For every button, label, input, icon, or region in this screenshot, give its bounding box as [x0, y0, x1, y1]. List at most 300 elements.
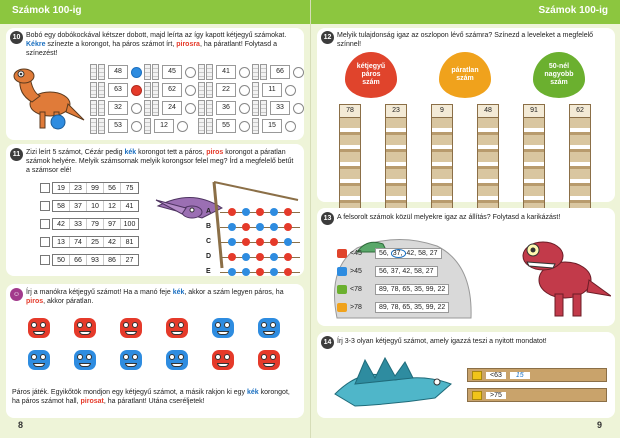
number-row [40, 218, 139, 230]
monster-eye [77, 322, 83, 328]
leaf-label-line: páratlan [451, 67, 479, 74]
number-row [40, 236, 139, 248]
condition-label: >78 [350, 304, 362, 311]
answer-letter-box[interactable] [40, 237, 50, 247]
cube-columns [198, 100, 213, 116]
monster-eye [86, 322, 92, 328]
color-disc[interactable] [239, 121, 250, 132]
abacus-bead [228, 208, 236, 216]
monster-eye [261, 354, 267, 360]
smiley-text-1: Írj a manókra kétjegyű számot! Ha a manó feje [26, 289, 171, 296]
list-number[interactable]: 65, [402, 304, 415, 311]
monster-red[interactable] [258, 350, 280, 370]
smiley-blue-word: kék [172, 289, 185, 296]
row-number: 37 [70, 201, 87, 211]
exercise-14-box [317, 332, 615, 418]
open-sentence-1-example[interactable]: 15 [510, 372, 530, 379]
monster-mouth-field [125, 331, 137, 335]
ex11-text-3: korongot a páratlan számok helyére. Melyik számsornak melyik korongsor felel meg? Írd a megfelelő betűt a számsor elé! [26, 149, 294, 174]
right-page [310, 0, 620, 438]
condition-color-square [337, 303, 347, 312]
ten-cube-column [98, 64, 105, 80]
abacus-bead [256, 238, 264, 246]
cube-columns [144, 100, 159, 116]
monster-eye [270, 322, 276, 328]
monster-eye [224, 354, 230, 360]
tile-value: 15 [262, 119, 282, 133]
monster-eye [40, 354, 46, 360]
tile-value: 41 [216, 65, 236, 79]
abacus-bead [242, 223, 250, 231]
row-number: 27 [125, 257, 134, 264]
monster-mouth-field [263, 363, 275, 367]
number-pole [477, 104, 499, 213]
list-number[interactable]: 42, [406, 250, 419, 257]
ten-cube-column [206, 100, 213, 116]
row-number: 100 [123, 221, 136, 228]
open-sentence-row-1 [467, 368, 607, 382]
monster-mouth-field [33, 331, 45, 335]
ten-cube-column [152, 100, 159, 116]
dinosaur-illustration [10, 64, 86, 132]
color-disc[interactable] [239, 85, 250, 96]
leaf-label [451, 67, 478, 83]
exercise-12-box [317, 28, 615, 202]
trex-illustration [511, 236, 611, 318]
monster-blue[interactable] [258, 318, 280, 338]
number-row-values [52, 236, 139, 248]
number-row-values [52, 182, 139, 194]
monster-eye [215, 354, 221, 360]
abacus-bead [284, 238, 292, 246]
abacus-bead [284, 253, 292, 261]
smiley-icon: ☺ [10, 288, 23, 301]
spinosaurus-illustration [325, 354, 455, 414]
row-number: 42 [53, 219, 70, 229]
number-row-values [52, 218, 139, 230]
page-title-right: Számok 100-ig [538, 5, 608, 16]
abacus-bead [284, 223, 292, 231]
monster-eye [123, 322, 129, 328]
pterodactyl-abacus-illustration [152, 178, 302, 274]
abacus-letter: D [206, 253, 212, 260]
number-pole [569, 104, 591, 213]
list-number[interactable]: 65, [402, 286, 415, 293]
abacus-bead [242, 253, 250, 261]
number-tile [252, 118, 296, 134]
ten-cube-column [152, 64, 159, 80]
abacus-letter: C [206, 238, 212, 245]
monster-blue[interactable] [120, 350, 142, 370]
ten-cube-column [98, 118, 105, 134]
exercise-number-14: 14 [321, 336, 334, 349]
list-number[interactable]: 27 [425, 268, 434, 275]
leaf-label-line: szám [550, 79, 568, 86]
ten-cube-column [252, 118, 259, 134]
row-number: 25 [87, 237, 104, 247]
pair-text-2: korongot, ha páros számot hall, [12, 389, 290, 405]
abacus-bead [228, 268, 236, 276]
monster-eye [86, 354, 92, 360]
monster-eye [31, 322, 37, 328]
header-bar-left [0, 0, 310, 24]
pole-number: 62 [569, 104, 591, 118]
property-leaf [439, 52, 491, 98]
abacus-bead [270, 253, 278, 261]
leaf-label [357, 63, 385, 87]
monster-mouth-field [79, 331, 91, 335]
row-number: 93 [87, 255, 104, 265]
row-number: 58 [53, 201, 70, 211]
monster-mouth-field [217, 331, 229, 335]
number-tile [144, 100, 196, 116]
monster-eye [215, 322, 221, 328]
color-disc[interactable] [131, 121, 142, 132]
number-row [40, 254, 139, 266]
abacus-bead [242, 208, 250, 216]
number-tile [252, 100, 304, 116]
pole-number: 48 [477, 104, 499, 118]
cube-columns [90, 82, 105, 98]
monster-red[interactable] [74, 318, 96, 338]
ex11-red-word: piros [206, 149, 224, 156]
smiley-text-3: , akkor páratlan. [43, 298, 94, 305]
number-tile [198, 118, 250, 134]
number-tile [90, 100, 142, 116]
exercise-10-box [6, 28, 304, 140]
row-number: 99 [87, 183, 104, 193]
row-number: 56 [104, 183, 121, 193]
list-number[interactable]: 58, [414, 268, 426, 275]
number-row [40, 182, 139, 194]
number-row [40, 200, 139, 212]
pair-text-1: Páros játék. Egyikőtök mondjon egy kétjegyű számot, a másik rakjon ki egy [12, 389, 246, 396]
abacus-bead [242, 238, 250, 246]
condition-number-list[interactable] [375, 266, 438, 277]
monster-mouth-field [171, 363, 183, 367]
ten-cube-column [260, 64, 267, 80]
row-number: 13 [53, 237, 70, 247]
color-disc[interactable] [131, 67, 142, 78]
color-disc[interactable] [285, 85, 296, 96]
monster-eye [169, 354, 175, 360]
pole-leaves-to-color[interactable] [431, 118, 453, 213]
exercise-10-instruction [26, 31, 298, 58]
exercise-number-10: 10 [10, 31, 23, 44]
property-leaf [345, 52, 397, 98]
yellow-square-icon [472, 391, 482, 400]
color-disc[interactable] [293, 67, 304, 78]
row-number: 75 [125, 185, 134, 192]
tile-value: 22 [216, 83, 236, 97]
ten-cube-column [144, 64, 151, 80]
page-title-left: Számok 100-ig [12, 5, 82, 16]
tile-value: 66 [270, 65, 290, 79]
tile-value: 45 [162, 65, 182, 79]
abacus-bead [228, 238, 236, 246]
monster-eye [31, 354, 37, 360]
row-number: 86 [104, 255, 121, 265]
number-tile [90, 82, 142, 98]
list-number[interactable]: 78, [390, 304, 403, 311]
abacus-bead [270, 238, 278, 246]
abacus-bead [256, 268, 264, 276]
abacus-bead [256, 223, 264, 231]
tile-value: 24 [162, 101, 182, 115]
exercise-13-box [317, 208, 615, 326]
tile-value: 62 [162, 83, 182, 97]
monster-mouth-field [263, 331, 275, 335]
ex10-blue-word: Kékre [26, 41, 46, 48]
pair-blue-word: kék [247, 389, 259, 396]
pair-text-3: , ha páratlant! Utána cseréljetek! [103, 398, 205, 405]
condition-row [337, 248, 442, 259]
abacus-letter: A [206, 208, 212, 215]
ex10-text-3: , ha páratlant! Folytasd a színezést! [26, 41, 277, 57]
ten-cube-column [90, 64, 97, 80]
row-number: 10 [87, 201, 104, 211]
pair-red-word: pirosat [80, 398, 104, 405]
leaf-label-line: 50-nél [548, 63, 570, 70]
number-row-values [52, 254, 139, 266]
row-number: 42 [104, 237, 121, 247]
open-sentence-2-label: >75 [486, 392, 506, 399]
tile-value: 36 [216, 101, 236, 115]
ten-cube-column [252, 82, 259, 98]
condition-label: <45 [350, 250, 362, 257]
list-number[interactable]: 35, [414, 304, 426, 311]
number-tile [144, 64, 196, 80]
monster-blue[interactable] [74, 350, 96, 370]
pole-leaves-to-color[interactable] [477, 118, 499, 213]
cube-columns [144, 118, 151, 134]
monster-red[interactable] [28, 318, 50, 338]
monster-mouth-field [125, 363, 137, 367]
monster-eye [261, 322, 267, 328]
number-tile [144, 82, 196, 98]
pole-number: 23 [385, 104, 407, 118]
condition-row [337, 284, 449, 295]
ten-cube-column [144, 118, 151, 134]
list-number[interactable]: 27 [429, 250, 438, 257]
list-number[interactable]: 56, [379, 250, 391, 257]
list-number[interactable]: 99, [425, 286, 438, 293]
monster-red[interactable] [166, 318, 188, 338]
row-number: 33 [70, 219, 87, 229]
ten-cube-column [252, 100, 259, 116]
number-tile [198, 82, 250, 98]
leaf-label-line: páros [361, 71, 381, 78]
leaf-label [544, 63, 573, 87]
number-pole [339, 104, 361, 213]
color-disc[interactable] [185, 103, 196, 114]
color-disc[interactable] [131, 85, 142, 96]
abacus-bead [228, 253, 236, 261]
list-number[interactable]: 37, [392, 250, 405, 257]
condition-label: >45 [350, 268, 362, 275]
exercise-11-box [6, 144, 304, 276]
pole-leaves-to-color[interactable] [385, 118, 407, 213]
number-pole [523, 104, 545, 213]
monster-blue[interactable] [166, 350, 188, 370]
row-number: 97 [104, 219, 121, 229]
exercise-number-12: 12 [321, 31, 334, 44]
monster-eye [178, 322, 184, 328]
condition-number-list[interactable] [375, 284, 449, 295]
pole-number: 78 [339, 104, 361, 118]
monster-mouth-field [171, 331, 183, 335]
abacus-bead [228, 223, 236, 231]
number-tile [198, 64, 250, 80]
open-sentence-1-label: <63 [486, 372, 506, 379]
ten-cube-column [90, 100, 97, 116]
answer-letter-box[interactable] [40, 201, 50, 211]
pair-game-text [12, 388, 298, 406]
monster-red[interactable] [212, 350, 234, 370]
property-leaf [533, 52, 585, 98]
tile-value: 53 [108, 119, 128, 133]
list-number[interactable]: 22 [437, 304, 446, 311]
number-pole [385, 104, 407, 213]
ten-cube-column [206, 82, 213, 98]
abacus-bead [256, 253, 264, 261]
ex11-blue-word: kék [124, 149, 137, 156]
ex10-red-word: pirosra [176, 41, 200, 48]
list-number[interactable]: 56, [379, 268, 391, 275]
condition-row [337, 302, 449, 313]
ten-cube-column [144, 100, 151, 116]
monster-eye [270, 354, 276, 360]
monster-mouth-field [217, 363, 229, 367]
condition-color-square [337, 267, 347, 276]
tile-value: 33 [270, 101, 290, 115]
list-number[interactable]: 22 [437, 286, 446, 293]
color-disc[interactable] [185, 85, 196, 96]
tile-value: 55 [216, 119, 236, 133]
cube-columns [198, 118, 213, 134]
tile-value: 63 [108, 83, 128, 97]
list-number[interactable]: 37, [390, 268, 403, 275]
list-number[interactable]: 89, [379, 286, 391, 293]
answer-letter-box[interactable] [40, 183, 50, 193]
pole-number: 9 [431, 104, 453, 118]
number-tile [198, 100, 250, 116]
exercise-14-instruction: Írj 3-3 olyan kétjegyű számot, amely igazzá teszi a nyitott mondatot! [337, 338, 547, 345]
row-number: 41 [125, 203, 134, 210]
monster-eye [132, 322, 138, 328]
answer-letter-box[interactable] [40, 255, 50, 265]
ten-cube-column [98, 100, 105, 116]
condition-label: <78 [350, 286, 362, 293]
monster-red[interactable] [120, 318, 142, 338]
list-number[interactable]: 78, [390, 286, 403, 293]
color-disc[interactable] [239, 67, 250, 78]
list-number[interactable]: 58, [418, 250, 430, 257]
pole-number: 91 [523, 104, 545, 118]
abacus-bead [242, 268, 250, 276]
color-disc[interactable] [131, 103, 142, 114]
smiley-red-word: piros [26, 298, 44, 305]
exercise-12-instruction: Melyik tulajdonság igaz az oszlopon lévő számra? Színezd a leveleket a megfelelő színnel! [337, 32, 594, 48]
leaf-label-line: szám [456, 75, 474, 82]
color-disc[interactable] [239, 103, 250, 114]
monster-blue[interactable] [212, 318, 234, 338]
ten-cube-column [198, 118, 205, 134]
smiley-text-2: , akkor a szám legyen páros, ha [184, 289, 284, 296]
condition-number-list[interactable] [375, 302, 449, 313]
row-number: 19 [53, 183, 70, 193]
page-number-right: 9 [596, 420, 602, 430]
row-number: 12 [104, 201, 121, 211]
monster-eye [132, 354, 138, 360]
monster-blue[interactable] [28, 350, 50, 370]
abacus-bead [270, 208, 278, 216]
abacus-letter: B [206, 223, 212, 230]
number-tile [90, 118, 142, 134]
cube-columns [252, 64, 267, 80]
monster-eye [224, 322, 230, 328]
cube-columns [144, 82, 159, 98]
leaf-label-line: szám [362, 79, 380, 86]
number-tile [252, 64, 304, 80]
ten-cube-column [206, 118, 213, 134]
monster-eye [77, 354, 83, 360]
ten-cube-column [252, 64, 259, 80]
exercise-number-11: 11 [10, 148, 23, 161]
pole-leaves-to-color[interactable] [339, 118, 361, 213]
ten-cube-column [144, 82, 151, 98]
list-number[interactable]: 35, [414, 286, 426, 293]
number-tile [252, 82, 296, 98]
cube-columns [252, 118, 259, 134]
number-tile [90, 64, 142, 80]
list-number[interactable]: 42, [402, 268, 415, 275]
monster-mouth-field [79, 363, 91, 367]
condition-color-square [337, 249, 347, 258]
tile-value: 12 [154, 119, 174, 133]
color-disc[interactable] [177, 121, 188, 132]
number-tile [144, 118, 188, 134]
color-disc[interactable] [285, 121, 296, 132]
open-sentence-row-2 [467, 388, 607, 402]
abacus-bead [256, 208, 264, 216]
ten-cube-column [98, 82, 105, 98]
color-disc[interactable] [185, 67, 196, 78]
pole-leaves-to-color[interactable] [569, 118, 591, 213]
color-disc[interactable] [293, 103, 304, 114]
exercise-13-instruction: A felsorolt számok közül melyekre igaz az állítás? Folytasd a karikázást! [337, 214, 561, 221]
header-bar-right [311, 0, 620, 24]
cube-columns [90, 100, 105, 116]
list-number[interactable]: 89, [379, 304, 391, 311]
cube-columns [252, 82, 259, 98]
monster-mouth-field [33, 363, 45, 367]
ten-cube-column [198, 64, 205, 80]
tile-value: 32 [108, 101, 128, 115]
pole-leaves-to-color[interactable] [523, 118, 545, 213]
ex10-text-2: színezte a korongot, ha páros számot írt, [47, 41, 175, 48]
number-row-values [52, 200, 139, 212]
condition-number-list[interactable] [375, 248, 442, 259]
ten-cube-column [90, 82, 97, 98]
answer-letter-box[interactable] [40, 219, 50, 229]
list-number[interactable]: 99, [425, 304, 438, 311]
ten-cube-column [198, 100, 205, 116]
monster-eye [40, 322, 46, 328]
row-number: 50 [53, 255, 70, 265]
cube-columns [90, 64, 105, 80]
number-pole [431, 104, 453, 213]
